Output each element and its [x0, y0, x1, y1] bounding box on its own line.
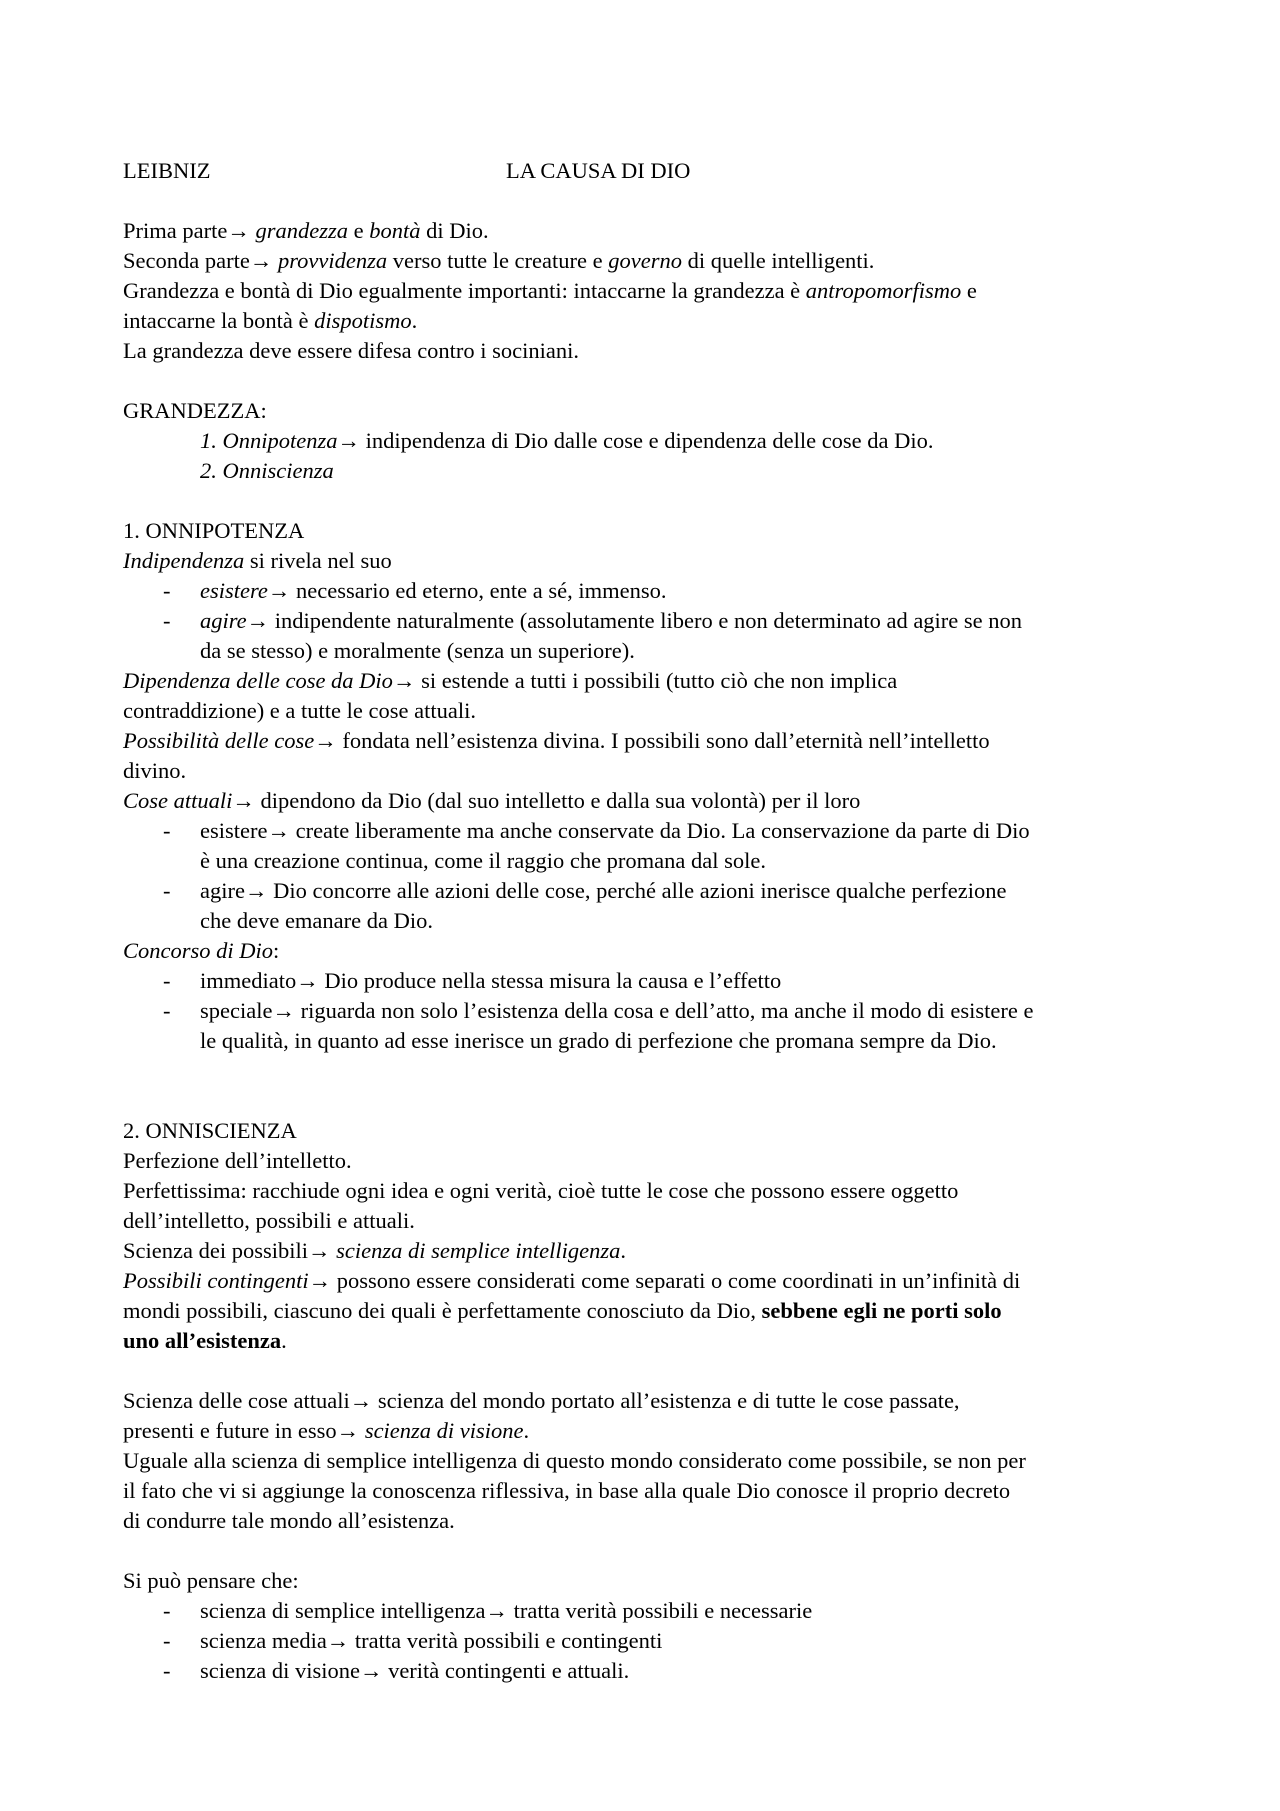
paragraph-perfettissima: Perfettissima: racchiude ogni idea e ogni verità, cioè tutte le cose che possono essere oggetto — [123, 1178, 959, 1203]
bullet-speciale-cont: le qualità, in quanto ad esse inerisce un grado di perfezione che promana sempre da Dio. — [200, 1028, 997, 1053]
document-page — [123, 156, 1173, 1686]
paragraph-uguale-cont-2: di condurre tale mondo all’esistenza. — [123, 1508, 455, 1533]
intro-line-1: Prima parte→ grandezza e bontà di Dio. — [123, 218, 489, 243]
intro-line-3: Grandezza e bontà di Dio egualmente importanti: intaccarne la grandezza è antropomorfismo e — [123, 278, 977, 303]
paragraph-scienza-attuali-cont: presenti e future in esso→ scienza di visione. — [123, 1418, 530, 1443]
intro-line-4: intaccarne la bontà è dispotismo. — [123, 308, 418, 333]
bullet-esistere-attuali: - esistere→ create liberamente ma anche conservate da Dio. La conservazione da parte di Dio — [163, 818, 1030, 843]
paragraph-concorso: Concorso di Dio: — [123, 938, 280, 963]
bullet-agire-attuali-cont: che deve emanare da Dio. — [200, 908, 433, 933]
paragraph-possibilita: Possibilità delle cose→ fondata nell’esistenza divina. I possibili sono dall’eternità nell’intelletto — [123, 728, 990, 753]
paragraph-dipendenza-cont: contraddizione) e a tutte le cose attuali. — [123, 698, 476, 723]
intro-line-2: Seconda parte→ provvidenza verso tutte le creature e governo di quelle intelligenti. — [123, 248, 875, 273]
paragraph-uguale: Uguale alla scienza di semplice intelligenza di questo mondo considerato come possibile, se non per — [123, 1448, 1026, 1473]
paragraph-uguale-cont-1: il fato che vi si aggiunge la conoscenza riflessiva, in base alla quale Dio conosce il proprio decreto — [123, 1478, 1011, 1503]
paragraph-si-puo-pensare: Si può pensare che: — [123, 1568, 299, 1593]
list-item-onnipotenza: 1. Onnipotenza→ indipendenza di Dio dalle cose e dipendenza delle cose da Dio. — [200, 428, 934, 453]
author-name: LEIBNIZ — [123, 158, 211, 183]
paragraph-cose-attuali: Cose attuali→ dipendono da Dio (dal suo intelletto e dalla sua volontà) per il loro — [123, 788, 861, 813]
bullet-scienza-semplice: - scienza di semplice intelligenza→ tratta verità possibili e necessarie — [163, 1598, 813, 1623]
section-heading-onniscienza: 2. ONNISCIENZA — [123, 1118, 297, 1143]
section-heading-onnipotenza: 1. ONNIPOTENZA — [123, 518, 305, 543]
bullet-agire-cont: da se stesso) e moralmente (senza un superiore). — [200, 638, 635, 663]
paragraph-possibilita-cont: divino. — [123, 758, 187, 783]
bullet-esistere: - esistere→ necessario ed eterno, ente a sé, immenso. — [163, 578, 667, 603]
paragraph-perfettissima-cont: dell’intelletto, possibili e attuali. — [123, 1208, 415, 1233]
paragraph-possibili-contingenti-end: uno all’esistenza. — [123, 1328, 287, 1353]
paragraph-scienza-attuali: Scienza delle cose attuali→ scienza del mondo portato all’esistenza e di tutte le cose passate, — [123, 1388, 960, 1413]
paragraph-scienza-possibili: Scienza dei possibili→ scienza di semplice intelligenza. — [123, 1238, 627, 1263]
paragraph-possibili-contingenti-cont: mondi possibili, ciascuno dei quali è perfettamente conosciuto da Dio, sebbene egli ne porti solo — [123, 1298, 1002, 1323]
paragraph-indipendenza: Indipendenza si rivela nel suo — [123, 548, 392, 573]
paragraph-possibili-contingenti: Possibili contingenti→ possono essere considerati come separati o come coordinati in un’infinità di — [123, 1268, 1021, 1293]
bullet-agire-attuali: - agire→ Dio concorre alle azioni delle cose, perché alle azioni inerisce qualche perfezione — [163, 878, 1007, 903]
intro-line-5: La grandezza deve essere difesa contro i sociniani. — [123, 338, 580, 363]
paragraph-dipendenza: Dipendenza delle cose da Dio→ si estende a tutti i possibili (tutto ciò che non implica — [123, 668, 898, 693]
bullet-immediato: - immediato→ Dio produce nella stessa misura la causa e l’effetto — [163, 968, 782, 993]
bullet-esistere-attuali-cont: è una creazione continua, come il raggio che promana dal sole. — [200, 848, 767, 873]
section-heading-grandezza: GRANDEZZA: — [123, 398, 267, 423]
document-title: LA CAUSA DI DIO — [506, 158, 691, 183]
bullet-speciale: - speciale→ riguarda non solo l’esistenza della cosa e dell’atto, ma anche il modo di esistere e — [163, 998, 1034, 1023]
bullet-scienza-visione: - scienza di visione→ verità contingenti e attuali. — [163, 1658, 630, 1683]
bullet-agire: - agire→ indipendente naturalmente (assolutamente libero e non determinato ad agire se non — [163, 608, 1023, 633]
bullet-scienza-media: - scienza media→ tratta verità possibili e contingenti — [163, 1628, 663, 1653]
list-item-onniscienza: 2. Onniscienza — [200, 458, 334, 483]
paragraph-perfezione: Perfezione dell’intelletto. — [123, 1148, 352, 1173]
document-header — [123, 156, 1173, 186]
